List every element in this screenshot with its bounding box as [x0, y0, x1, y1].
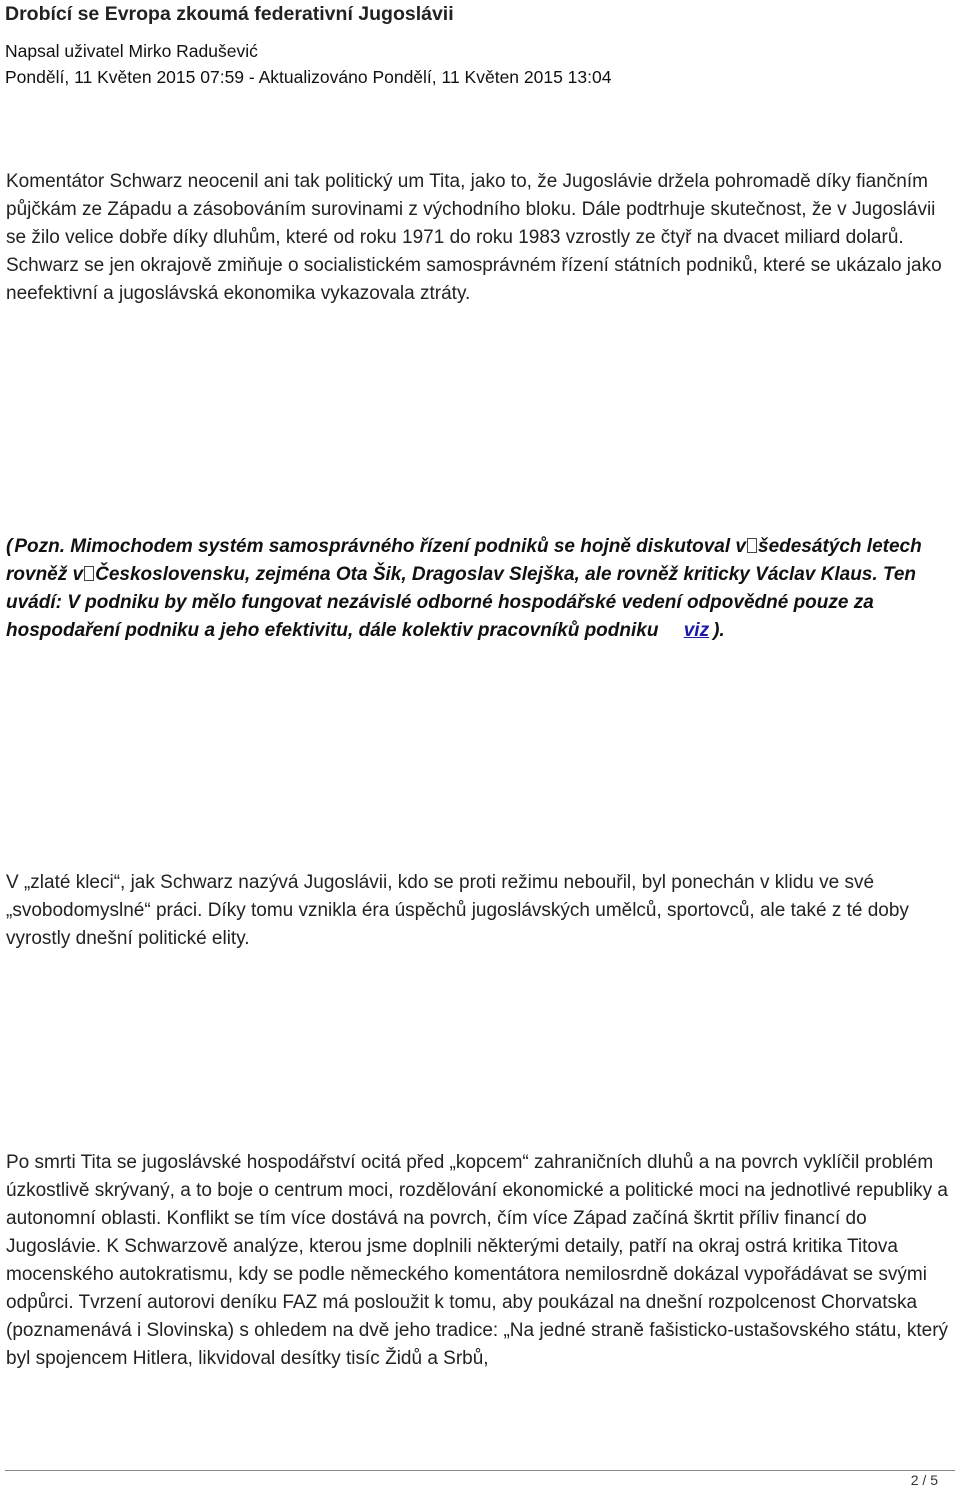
paragraph-note: [6, 533, 958, 645]
note-text-a: Pozn. Mimochodem systém samosprávného řízení podniků se hojně diskutoval v: [14, 536, 746, 557]
paragraph-4: Po smrti Tita se jugoslávské hospodářství ocitá před „kopcem“ zahraničních dluhů a na povrch vyklíčil problém úzkostlivě skrývaný, a to boje o centrum moci, rozdělování ekonomické a politické moci na jednotlivé republiky a autonomní oblasti. Konflikt se tím více dostává na povrch, čím více Západ začíná škrtit příliv financí do Jugoslávie. K Schwarzově analýze, kterou jsme doplnili některými detaily, patří na okraj ostrá kritika Titova mocenského autokratismu, kdy se podle německého komentátora nemilosrdně dokázal vypořádávat se svými odpůrci. Tvrzení autorovi deníku FAZ má posloužit k tomu, aby poukázal na dnešní rozpolcenost Chorvatska (poznamenává i Slovinska) s ohledem na dvě jeho tradice: „Na jedné straně fašisticko-ustašovského státu, který byl spojencem Hitlera, likvidoval desítky tisíc Židů a Srbů,: [6, 1152, 949, 1369]
missing-glyph-icon: [84, 566, 94, 581]
note-close-paren: ).: [713, 620, 725, 641]
article-header: [5, 0, 955, 27]
note-text-b: šedesátých letech rovněž v: [6, 536, 922, 585]
note-text-c: Československu, zejména Ota Šik, Dragoslav Slejška, ale rovněž kriticky Václav Klaus. Ten uvádí: V podniku by mělo fungovat nezávislé odborné hospodářské vedení odpovědné pouze za hospodaření podniku a jeho efektivitu, dále kolektiv pracovníků podniku: [6, 564, 917, 641]
note-open-paren: (: [6, 536, 13, 557]
article-title: Drobící se Evropa zkoumá federativní Jugoslávii: [5, 3, 454, 25]
paragraph-3: V „zlaté kleci“, jak Schwarz nazývá Jugoslávii, kdo se proti režimu nebouřil, byl ponechán v klidu ve své „svobodomyslné“ práci. Díky tomu vznikla éra úspěchů jugoslávských umělců, sportovců, ale také z té doby vyrostly dnešní politické elity.: [6, 872, 909, 949]
viz-link[interactable]: viz: [683, 620, 710, 641]
missing-glyph-icon: [747, 538, 757, 553]
article-date: Pondělí, 11 Květen 2015 07:59 - Aktualizováno Pondělí, 11 Květen 2015 13:04: [5, 67, 612, 87]
footer-divider: [5, 1470, 955, 1471]
article-author: Napsal uživatel Mirko Radušević: [5, 41, 258, 61]
page-number: 2 / 5: [910, 1472, 938, 1488]
paragraph-1: Komentátor Schwarz neocenil ani tak politický um Tita, jako to, že Jugoslávie držela pohromadě díky fiančním půjčkám ze Západu a zásobováním surovinami z východního bloku. Dále podtrhuje skutečnost, že v Jugoslávii se žilo velice dobře díky dluhům, které od roku 1971 do roku 1983 vzrostly ze čtyř na dvacet miliard dolarů. Schwarz se jen okrajově zmiňuje o socialistickém samosprávném řízení státních podniků, které se ukázalo jako neefektivní a jugoslávská ekonomika vykazovala ztráty.: [6, 171, 942, 304]
